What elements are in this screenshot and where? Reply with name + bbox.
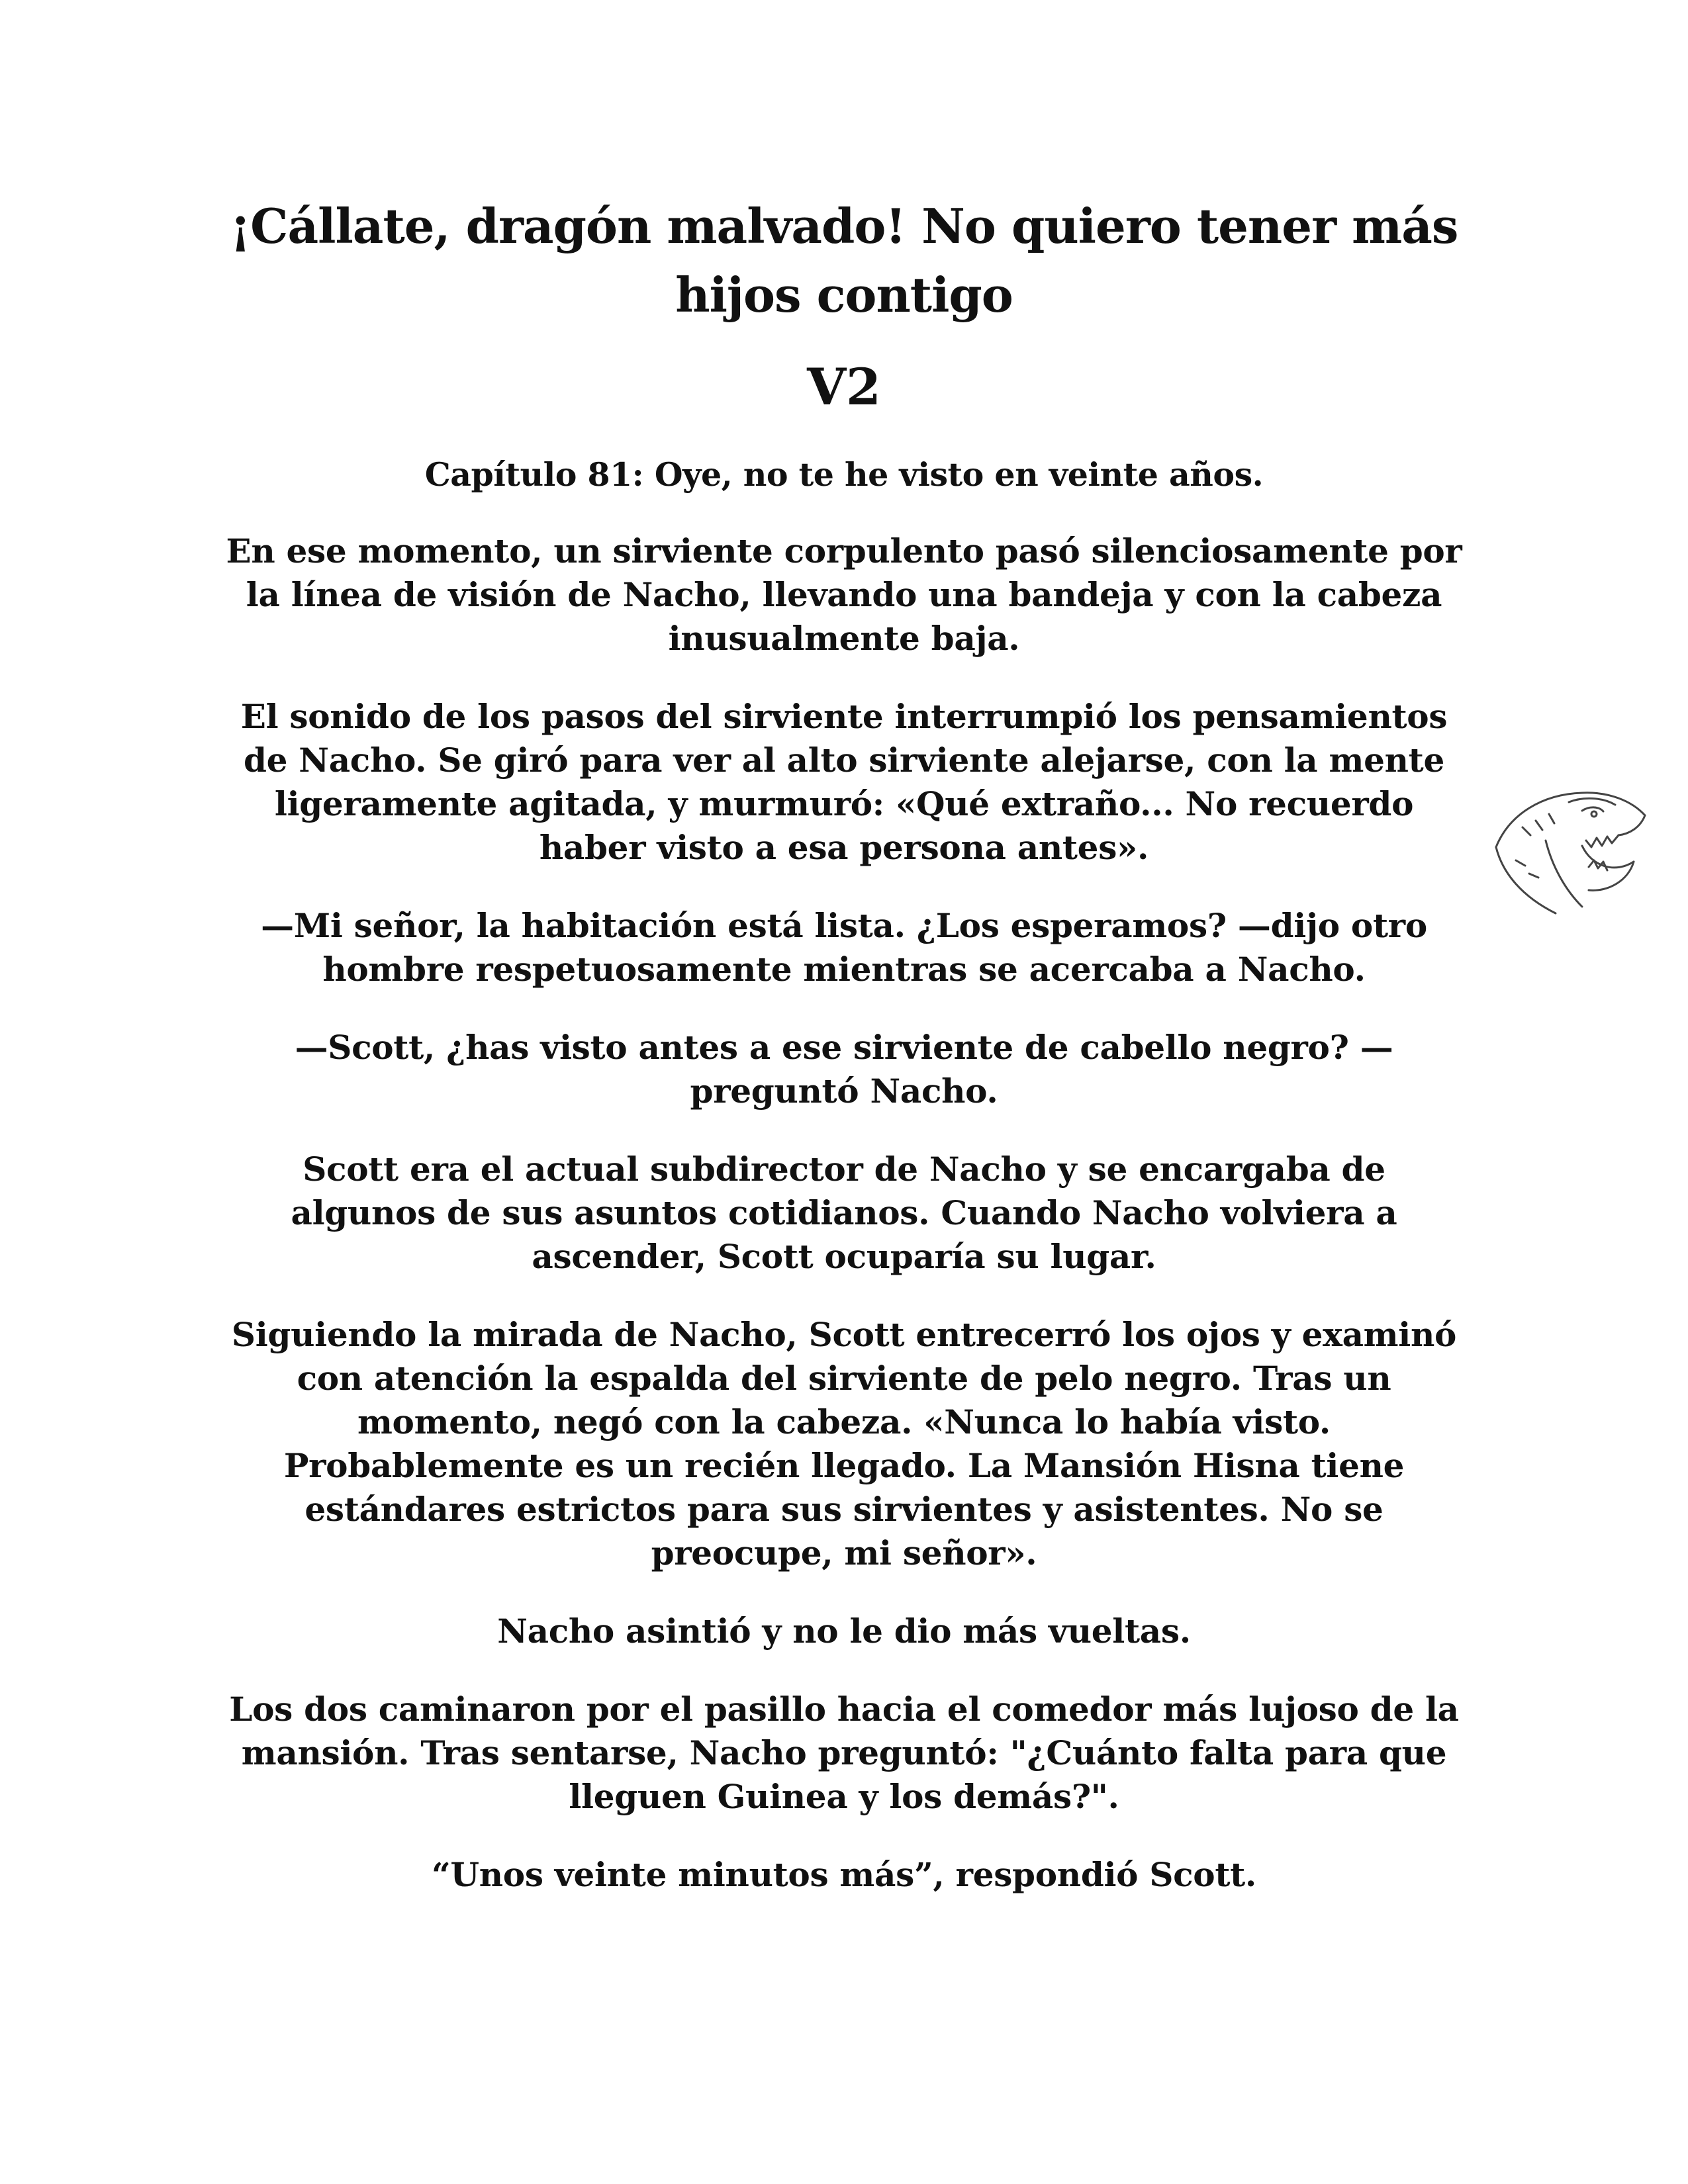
book-title: ¡Cállate, dragón malvado! No quiero tener más hijos contigo [230, 198, 1458, 323]
paragraph: “Unos veinte minutos más”, respondió Scott. [431, 1855, 1257, 1894]
paragraph: Nacho asintió y no le dio más vueltas. [497, 1612, 1191, 1651]
dinosaur-sketch-icon [1483, 774, 1655, 927]
paragraph: Scott era el actual subdirector de Nacho y se encargaba de algunos de sus asuntos cotidianos. Cuando Nacho volviera a ascender, Scott ocuparía su lugar. [291, 1150, 1397, 1276]
paragraph: —Scott, ¿has visto antes a ese sirviente de cabello negro? —preguntó Nacho. [295, 1028, 1393, 1111]
volume-label: V2 [807, 357, 881, 416]
chapter-body [225, 529, 1463, 1931]
paragraph: En ese momento, un sirviente corpulento pasó silenciosamente por la línea de visión de Nacho, llevando una bandeja y con la cabeza inusualmente baja. [226, 531, 1462, 658]
paragraph: El sonido de los pasos del sirviente interrumpió los pensamientos de Nacho. Se giró para ver al alto sirviente alejarse, con la mente ligeramente agitada, y murmuró: «Qué extraño... No recuerdo haber visto a esa persona antes». [240, 697, 1448, 867]
chapter-heading: Capítulo 81: Oye, no te he visto en veinte años. [424, 455, 1264, 494]
paragraph: Siguiendo la mirada de Nacho, Scott entrecerró los ojos y examinó con atención la espalda del sirviente de pelo negro. Tras un momento, negó con la cabeza. «Nunca lo había visto. Probablemente es un recién llegado. La Mansión Hisna tiene estándares estrictos para sus sirvientes y asistentes. No se preocupe, mi señor». [231, 1315, 1457, 1572]
paragraph: Los dos caminaron por el pasillo hacia el comedor más lujoso de la mansión. Tras sentarse, Nacho preguntó: "¿Cuánto falta para que lleguen Guinea y los demás?". [229, 1690, 1459, 1816]
paragraph: —Mi señor, la habitación está lista. ¿Los esperamos? —dijo otro hombre respetuosamente mientras se acercaba a Nacho. [261, 906, 1427, 989]
